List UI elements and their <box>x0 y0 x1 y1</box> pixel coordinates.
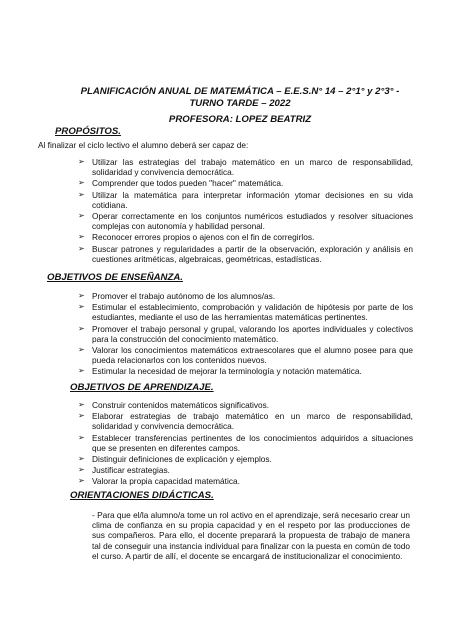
list-item-text: Distinguir definiciones de explicación y ejemplos. <box>92 454 272 465</box>
propositos-list <box>78 157 413 265</box>
arrow-bullet-icon: ➢ <box>78 345 85 355</box>
list-item <box>78 211 413 231</box>
list-item-text: Reconocer errores propios o ajenos con el fin de corregirlos. <box>92 232 315 243</box>
list-item-text: Utilizar las estrategias del trabajo matemático en un marco de responsabilidad, solidaridad y convivencia democrática. <box>92 157 413 178</box>
list-item <box>78 400 413 410</box>
list-item <box>78 454 413 464</box>
arrow-bullet-icon: ➢ <box>78 454 85 464</box>
objetivos-aprendizaje-heading: OBJETIVOS DE APRENDIZAJE. <box>70 382 214 393</box>
objetivos-aprendizaje-list <box>78 400 413 488</box>
arrow-bullet-icon: ➢ <box>78 400 85 409</box>
list-item-text: Valorar los conocimientos matemáticos extraescolares que el alumno posee para que pueda relacionarlos con los contenidos nuevos. <box>92 345 413 366</box>
orientaciones-heading: ORIENTACIONES DIDÁCTICAS. <box>70 490 214 501</box>
list-item-text: Operar correctamente en los conjuntos numéricos estudiados y resolver situaciones complejas con autonomía y habilidad personal. <box>92 211 413 232</box>
list-item <box>78 324 413 344</box>
list-item <box>78 178 413 188</box>
list-item-text: Elaborar estrategias de trabajo matemático en un marco de responsabilidad, solidaridad y convivencia democrática. <box>92 411 413 432</box>
list-item-text: Construir contenidos matemáticos significativos. <box>92 400 270 410</box>
list-item-text: Utilizar la matemática para interpretar información ytomar decisiones en su vida cotidiana. <box>92 189 413 210</box>
arrow-bullet-icon: ➢ <box>78 178 85 188</box>
arrow-bullet-icon: ➢ <box>78 302 85 312</box>
list-item-text: Comprender que todos pueden "hacer" matemática. <box>92 178 284 189</box>
list-item <box>78 244 413 264</box>
arrow-bullet-icon: ➢ <box>78 432 85 442</box>
arrow-bullet-icon: ➢ <box>78 465 85 475</box>
list-item-text: Promover el trabajo autónomo de los alumnos/as. <box>92 291 276 301</box>
objetivos-ensenanza-list <box>78 291 413 378</box>
list-item <box>78 366 413 376</box>
arrow-bullet-icon: ➢ <box>78 211 85 221</box>
list-item-text: Estimular el establecimiento, comprobación y validación de hipótesis por parte de los estudiantes, mediante el uso de las herramientas matemáticas pertinentes. <box>92 302 413 323</box>
arrow-bullet-icon: ➢ <box>78 157 85 166</box>
list-item <box>78 291 413 301</box>
arrow-bullet-icon: ➢ <box>78 411 85 421</box>
list-item <box>78 302 413 322</box>
list-item <box>78 157 413 177</box>
arrow-bullet-icon: ➢ <box>78 291 85 300</box>
list-item <box>78 345 413 365</box>
arrow-bullet-icon: ➢ <box>78 323 85 333</box>
propositos-heading: PROPÓSITOS. <box>55 126 121 137</box>
orientaciones-paragraph: - Para que el/la alumno/a tome un rol activo en el aprendizaje, será necesario crear un clima de confianza en su propia capacidad y en el respeto por las producciones de sus compañeros. Para ello, el docente preparará la propuesta de trabajo de manera tal de conseguir una instancia individual para finalizar con la puesta en común de todo el curso. A partir de allí, el docente se encargará de institucionalizar el conocimiento. <box>92 510 410 561</box>
arrow-bullet-icon: ➢ <box>78 189 85 199</box>
list-item-text: Valorar la propia capacidad matemática. <box>92 476 240 487</box>
list-item <box>78 190 413 210</box>
list-item <box>78 433 413 453</box>
list-item-text: Buscar patrones y regularidades a partir de la observación, exploración y análisis en cuestiones aritméticas, algebraicas, geométricas, estadísticas. <box>92 243 413 264</box>
arrow-bullet-icon: ➢ <box>78 476 85 486</box>
objetivos-ensenanza-heading: OBJETIVOS DE ENSEÑANZA. <box>47 272 183 283</box>
propositos-intro: Al finalizar el ciclo lectivo el alumno deberá ser capaz de: <box>38 140 249 150</box>
professor-name: PROFESORA: LOPEZ BEATRIZ <box>168 114 312 125</box>
list-item <box>78 465 413 475</box>
list-item <box>78 411 413 431</box>
arrow-bullet-icon: ➢ <box>78 243 85 253</box>
list-item <box>78 476 413 486</box>
document-title-line1: PLANIFICACIÓN ANUAL DE MATEMÁTICA – E.E.S.N° 14 – 2°1° y 2°3° - <box>80 86 400 97</box>
document-title-line2: TURNO TARDE – 2022 <box>189 98 291 109</box>
list-item-text: Establecer transferencias pertinentes de los conocimientos adquiridos a situaciones que se presenten en diferentes campos. <box>92 432 413 453</box>
list-item-text: Estimular la necesidad de mejorar la terminología y notación matemática. <box>92 366 362 377</box>
arrow-bullet-icon: ➢ <box>78 232 85 242</box>
list-item <box>78 232 413 242</box>
list-item-text: Promover el trabajo personal y grupal, valorando los aportes individuales y colectivos para la construcción del conocimiento matemático. <box>92 323 413 344</box>
list-item-text: Justificar estrategias. <box>92 465 170 476</box>
arrow-bullet-icon: ➢ <box>78 366 85 376</box>
